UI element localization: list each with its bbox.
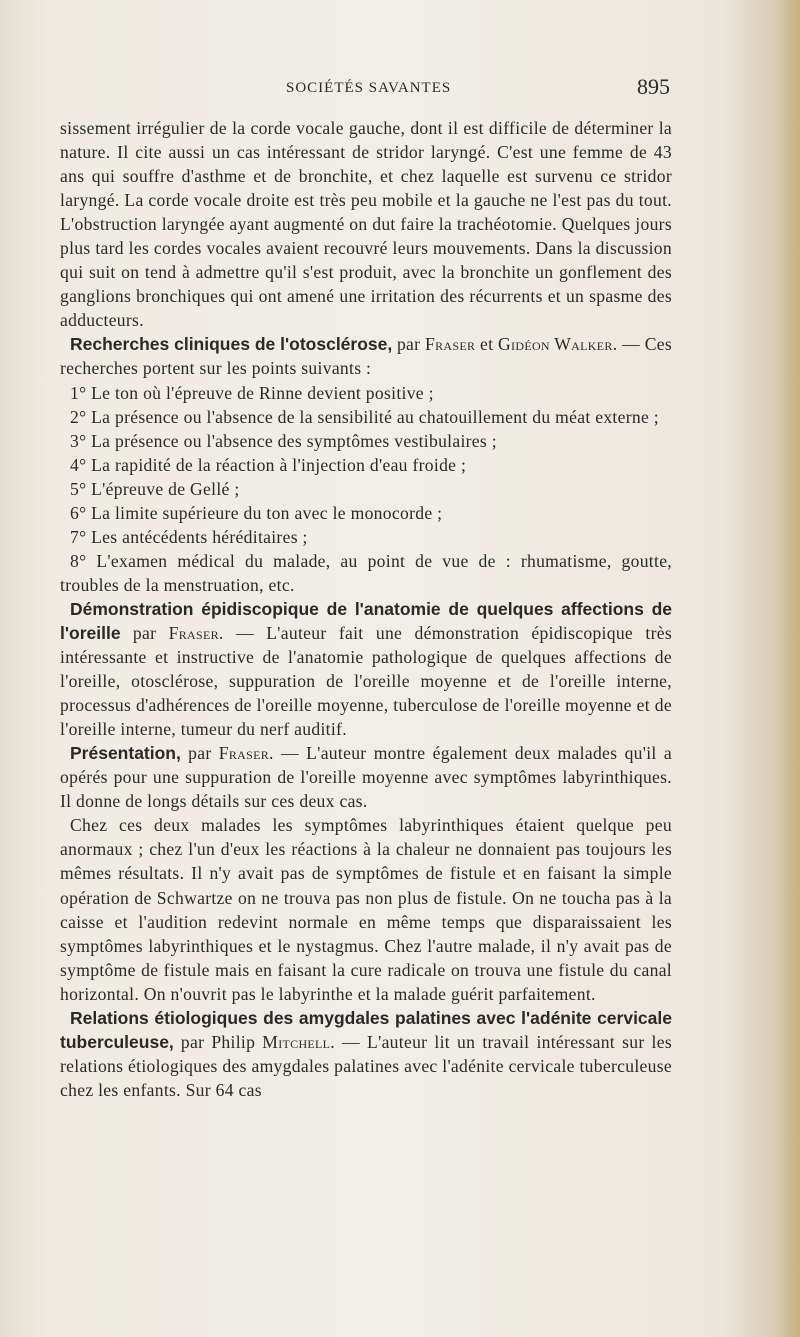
list-item: 2° La présence ou l'absence de la sensibilité au chatouillement du méat externe ;	[70, 406, 659, 427]
body-text	[60, 116, 672, 1102]
list-item: 7° Les antécédents héréditaires ;	[70, 526, 308, 547]
section-title: Démonstration épidiscopique de l'anatomie de quelques affections de l'oreille	[60, 598, 672, 643]
section-otosclerose: Recherches cliniques de l'otosclérose, par Fraser et Gidéon Walker. — Ces recherches portent sur les points suivants :	[60, 334, 672, 379]
list-item: 1° Le ton où l'épreuve de Rinne devient positive ;	[70, 382, 434, 403]
section-title: Recherches cliniques de l'otosclérose,	[70, 334, 393, 355]
page-edge-shadow	[782, 0, 800, 1337]
section-presentation: Présentation, par Fraser. — L'auteur montre également deux malades qu'il a opérés pour une suppuration de l'oreille moyenne avec symptômes labyrinthiques. Il donne de longs détails sur ces deux cas.	[60, 743, 672, 812]
list-item: 5° L'épreuve de Gellé ;	[70, 478, 240, 499]
author-name: Fraser	[425, 334, 476, 355]
author-name: Fraser	[218, 743, 270, 764]
author-name: Mitchell	[262, 1031, 331, 1052]
paragraph: Chez ces deux malades les symptômes labyrinthiques étaient quelque peu anormaux ; chez l'un d'eux les réactions à la chaleur ne donnaient pas toujours les mêmes résultats. Il n'y avait pas de symptômes de fistule et en faisant la simple opération de Schwartze on ne trouva pas non plus de fistule. On ne toucha pas à la caisse et l'audition redevint normale en même temps que disparaissaient les symptômes labyrinthiques et le nystagmus. Chez l'autre malade, il n'y avait pas de symptôme de fistule mais en faisant la cure radicale on trouva une fistule du canal horizontal. On n'ouvrit pas le labyrinthe et la malade guérit parfaitement.	[60, 815, 672, 1004]
list-item: 6° La limite supérieure du ton avec le monocorde ;	[70, 502, 443, 523]
author-name: Gidéon Walker	[498, 334, 613, 355]
page-number: 895	[637, 74, 670, 99]
running-head: SOCIÉTÉS SAVANTES	[286, 80, 452, 96]
section-demonstration: Démonstration épidiscopique de l'anatomie de quelques affections de l'oreille par Fraser. — L'auteur fait une démonstration épidiscopique très intéressante et instructive de l'anatomie pathologique de quelques affections de l'oreille, otosclérose, suppuration de l'oreille moyenne et de l'oreille interne, processus d'adhérences de l'oreille moyenne, tuberculose de l'oreille moyenne et de l'oreille interne, tumeur du nerf auditif.	[60, 598, 672, 740]
page-header	[60, 76, 670, 102]
section-title: Relations étiologiques des amygdales palatines avec l'adénite cervicale tuberculeuse,	[60, 1007, 672, 1052]
list-item: 4° La rapidité de la réaction à l'injection d'eau froide ;	[70, 454, 467, 475]
continued-paragraph: sissement irrégulier de la corde vocale gauche, dont il est difficile de déterminer la nature. Il cite aussi un cas intéressant de stridor laryngé. C'est une femme de 43 ans qui souffre d'asthme et de bronchite, et chez laquelle est survenu ce stridor laryngé. La corde vocale droite est très peu mobile et la gauche ne l'est pas du tout. L'obstruction laryngée ayant augmenté on dut faire la trachéotomie. Quelques jours plus tard les cordes vocales avaient recouvré leurs mouvements. Dans la discussion qui suit on tend à admettre qu'il s'est produit, avec la bronchite un gonflement des ganglions bronchiques qui ont amené une irritation des récurrents et un spasme des adducteurs.	[60, 118, 672, 331]
list-item: 8° L'examen médical du malade, au point de vue de : rhumatisme, goutte, troubles de la menstruation, etc.	[60, 550, 672, 595]
author-name: Fraser	[168, 622, 219, 643]
section-relations: Relations étiologiques des amygdales palatines avec l'adénite cervicale tuberculeuse, par Philip Mitchell. — L'auteur lit un travail intéressant sur les relations étiologiques des amygdales palatines avec l'adénite cervicale tuberculeuse chez les enfants. Sur 64 cas	[60, 1007, 672, 1100]
section-title: Présentation,	[70, 743, 181, 764]
list-item: 3° La présence ou l'absence des symptômes vestibulaires ;	[70, 430, 497, 451]
